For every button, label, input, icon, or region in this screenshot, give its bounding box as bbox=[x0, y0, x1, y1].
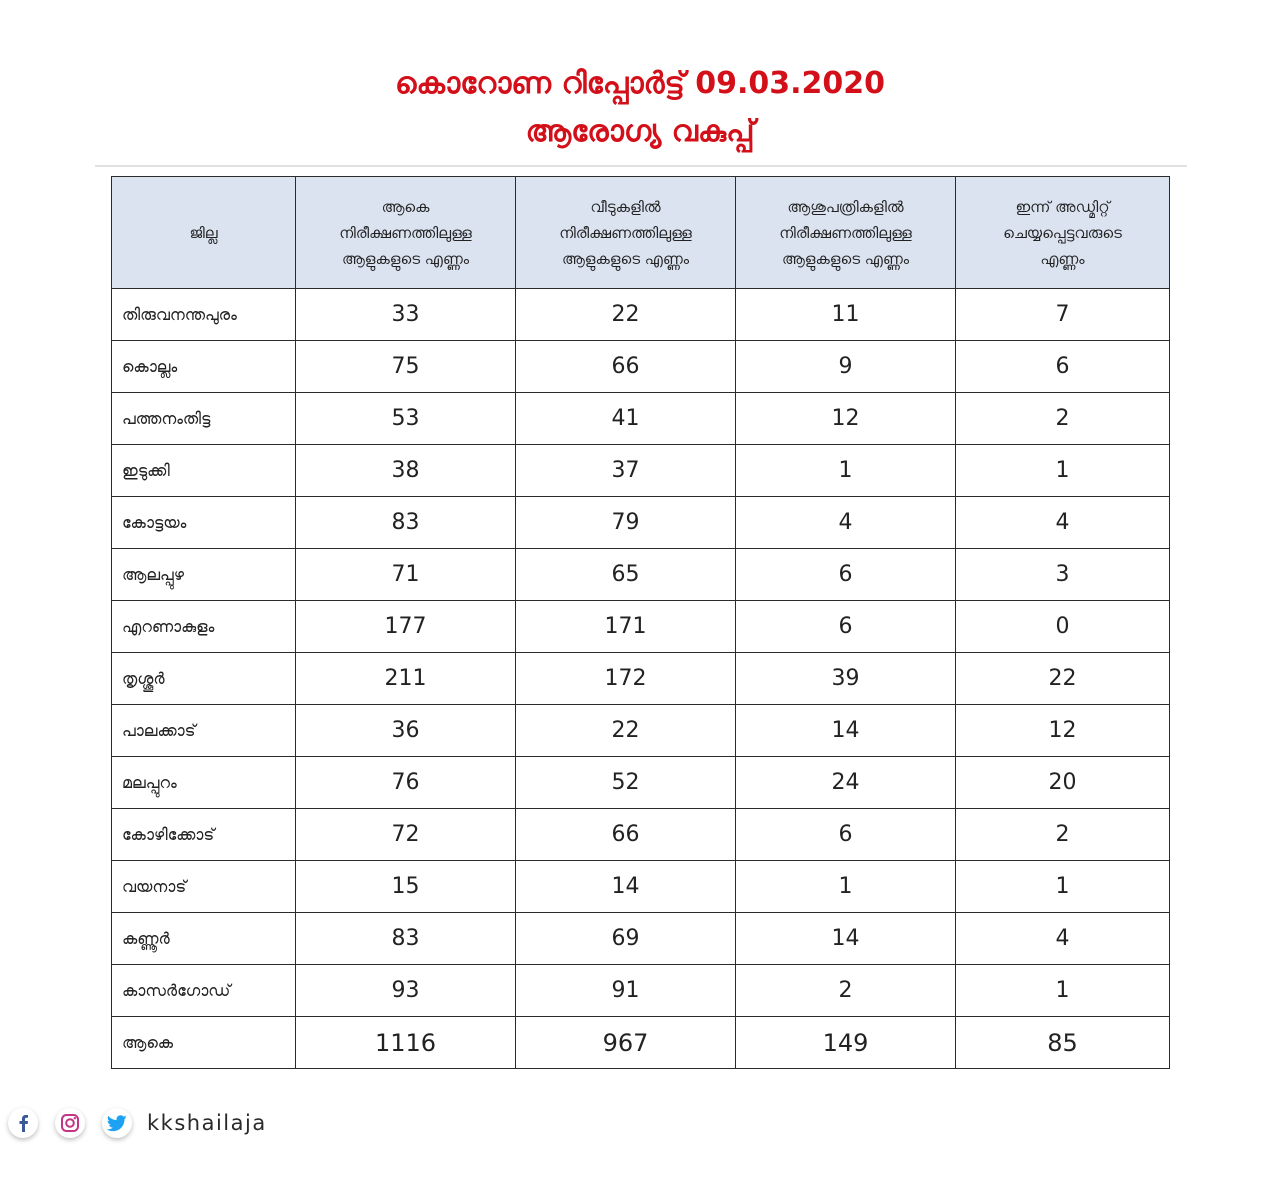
header-line: നിരീക്ഷണത്തിലുള്ള bbox=[559, 223, 692, 242]
divider bbox=[95, 165, 1187, 167]
admitted-cell: 4 bbox=[956, 497, 1170, 549]
table-row bbox=[112, 549, 1170, 601]
home-cell: 66 bbox=[516, 809, 736, 861]
header-line: ആളുകളുടെ എണ്ണം bbox=[561, 249, 690, 268]
admitted-cell: 2 bbox=[956, 809, 1170, 861]
header-line: നിരീക്ഷണത്തിലുള്ള bbox=[339, 223, 472, 242]
hospital-cell: 12 bbox=[736, 393, 956, 445]
hospital-cell: 1 bbox=[736, 445, 956, 497]
table-row bbox=[112, 601, 1170, 653]
total-cell: 177 bbox=[296, 601, 516, 653]
admitted-cell: 1 bbox=[956, 861, 1170, 913]
table-row bbox=[112, 705, 1170, 757]
total-label-cell: ആകെ bbox=[112, 1017, 296, 1069]
district-cell: ഇടുക്കി bbox=[112, 445, 296, 497]
district-cell: തിരുവനന്തപുരം bbox=[112, 289, 296, 341]
district-cell: കണ്ണൂർ bbox=[112, 913, 296, 965]
header-district bbox=[112, 177, 296, 289]
table-row bbox=[112, 289, 1170, 341]
admitted-cell: 1 bbox=[956, 445, 1170, 497]
hospital-cell: 1 bbox=[736, 861, 956, 913]
table-row bbox=[112, 965, 1170, 1017]
hospital-cell: 4 bbox=[736, 497, 956, 549]
admitted-cell: 22 bbox=[956, 653, 1170, 705]
total-cell: 38 bbox=[296, 445, 516, 497]
total-cell: 36 bbox=[296, 705, 516, 757]
header-line: ആകെ bbox=[381, 197, 430, 216]
grand-total-cell: 1116 bbox=[296, 1017, 516, 1069]
header-line: ആളുകളുടെ എണ്ണം bbox=[781, 249, 910, 268]
table-row bbox=[112, 913, 1170, 965]
header-total-observation bbox=[296, 177, 516, 289]
header-line: ഇന്ന് അഡ്മിറ്റ് bbox=[1015, 197, 1110, 216]
home-cell: 41 bbox=[516, 393, 736, 445]
home-cell: 52 bbox=[516, 757, 736, 809]
total-cell: 53 bbox=[296, 393, 516, 445]
home-cell: 66 bbox=[516, 341, 736, 393]
hospital-cell: 14 bbox=[736, 705, 956, 757]
total-cell: 33 bbox=[296, 289, 516, 341]
home-cell: 79 bbox=[516, 497, 736, 549]
home-cell: 14 bbox=[516, 861, 736, 913]
admitted-cell: 6 bbox=[956, 341, 1170, 393]
table-row bbox=[112, 445, 1170, 497]
table-header-row bbox=[112, 177, 1170, 289]
district-cell: കോട്ടയം bbox=[112, 497, 296, 549]
admitted-cell: 2 bbox=[956, 393, 1170, 445]
district-cell: വയനാട് bbox=[112, 861, 296, 913]
hospital-cell: 24 bbox=[736, 757, 956, 809]
hospital-cell: 11 bbox=[736, 289, 956, 341]
header-line: നിരീക്ഷണത്തിലുള്ള bbox=[779, 223, 912, 242]
district-cell: എറണാകുളം bbox=[112, 601, 296, 653]
instagram-icon[interactable] bbox=[55, 1108, 85, 1138]
header-line: വീടുകളിൽ bbox=[590, 197, 661, 216]
total-cell: 72 bbox=[296, 809, 516, 861]
social-handle: kkshailaja bbox=[147, 1111, 267, 1135]
district-cell: പാലക്കാട് bbox=[112, 705, 296, 757]
home-cell: 65 bbox=[516, 549, 736, 601]
home-cell: 37 bbox=[516, 445, 736, 497]
total-cell: 211 bbox=[296, 653, 516, 705]
district-cell: കൊല്ലം bbox=[112, 341, 296, 393]
header-line: എണ്ണം bbox=[1040, 249, 1085, 268]
admitted-cell: 0 bbox=[956, 601, 1170, 653]
table-row bbox=[112, 341, 1170, 393]
report-subtitle: ആരോഗ്യ വകുപ്പ് bbox=[525, 114, 755, 149]
table-row bbox=[112, 809, 1170, 861]
total-cell: 15 bbox=[296, 861, 516, 913]
header-home-observation bbox=[516, 177, 736, 289]
district-cell: കാസർഗോഡ് bbox=[112, 965, 296, 1017]
social-footer bbox=[8, 1106, 267, 1140]
district-cell: മലപ്പുറം bbox=[112, 757, 296, 809]
home-cell: 171 bbox=[516, 601, 736, 653]
admitted-cell: 3 bbox=[956, 549, 1170, 601]
hospital-cell: 6 bbox=[736, 601, 956, 653]
total-row bbox=[112, 1017, 1170, 1069]
table-row bbox=[112, 497, 1170, 549]
total-cell: 93 bbox=[296, 965, 516, 1017]
total-cell: 71 bbox=[296, 549, 516, 601]
home-cell: 22 bbox=[516, 289, 736, 341]
table-row bbox=[112, 393, 1170, 445]
home-cell: 22 bbox=[516, 705, 736, 757]
total-cell: 83 bbox=[296, 497, 516, 549]
home-cell: 172 bbox=[516, 653, 736, 705]
total-cell: 76 bbox=[296, 757, 516, 809]
admitted-total-cell: 85 bbox=[956, 1017, 1170, 1069]
facebook-icon[interactable] bbox=[8, 1108, 38, 1138]
home-cell: 91 bbox=[516, 965, 736, 1017]
hospital-total-cell: 149 bbox=[736, 1017, 956, 1069]
twitter-icon[interactable] bbox=[102, 1108, 132, 1138]
report-title: കൊറോണ റിപ്പോർട്ട് 09.03.2020 bbox=[394, 66, 886, 101]
home-cell: 69 bbox=[516, 913, 736, 965]
table-row bbox=[112, 653, 1170, 705]
admitted-cell: 20 bbox=[956, 757, 1170, 809]
report-table bbox=[111, 176, 1170, 1069]
hospital-cell: 6 bbox=[736, 549, 956, 601]
admitted-cell: 12 bbox=[956, 705, 1170, 757]
district-cell: കോഴിക്കോട് bbox=[112, 809, 296, 861]
header-line: ജില്ല bbox=[189, 223, 218, 242]
admitted-cell: 4 bbox=[956, 913, 1170, 965]
district-cell: ആലപ്പുഴ bbox=[112, 549, 296, 601]
header-line: ചെയ്യപ്പെട്ടവരുടെ bbox=[1003, 223, 1122, 242]
hospital-cell: 9 bbox=[736, 341, 956, 393]
hospital-cell: 14 bbox=[736, 913, 956, 965]
home-total-cell: 967 bbox=[516, 1017, 736, 1069]
header-admitted-today bbox=[956, 177, 1170, 289]
total-cell: 83 bbox=[296, 913, 516, 965]
hospital-cell: 39 bbox=[736, 653, 956, 705]
header-line: ആശുപത്രികളിൽ bbox=[787, 197, 904, 216]
header-line: ആളുകളുടെ എണ്ണം bbox=[341, 249, 470, 268]
admitted-cell: 7 bbox=[956, 289, 1170, 341]
total-cell: 75 bbox=[296, 341, 516, 393]
district-cell: തൃശ്ശൂർ bbox=[112, 653, 296, 705]
hospital-cell: 6 bbox=[736, 809, 956, 861]
hospital-cell: 2 bbox=[736, 965, 956, 1017]
district-cell: പത്തനംതിട്ട bbox=[112, 393, 296, 445]
table-row bbox=[112, 861, 1170, 913]
table-row bbox=[112, 757, 1170, 809]
header-hospital-observation bbox=[736, 177, 956, 289]
admitted-cell: 1 bbox=[956, 965, 1170, 1017]
